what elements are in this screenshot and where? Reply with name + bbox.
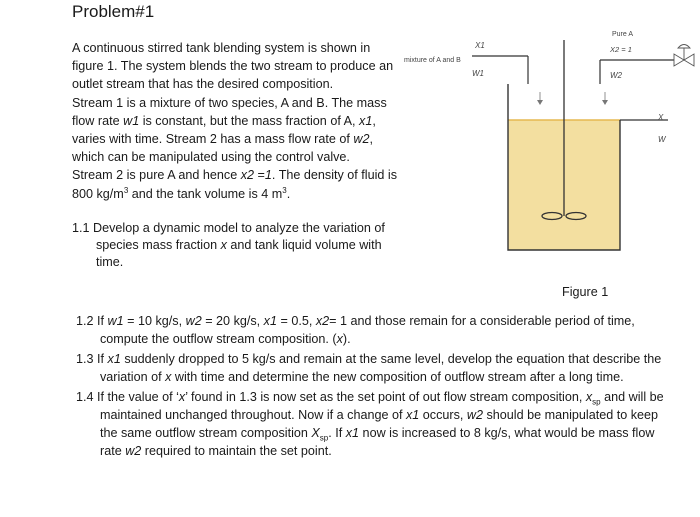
intro-paragraph bbox=[72, 39, 397, 203]
question-text: ). bbox=[342, 332, 351, 346]
question-number: 1.1 bbox=[72, 221, 90, 235]
question-text: and will be maintained unchanged throughout. Now if a change of bbox=[100, 390, 664, 422]
intro-text: A continuous stirred tank blending system is shown in figure 1. The system blends the two stream to produce an outlet stream that has the desired composition. bbox=[72, 41, 394, 92]
intro-text: Stream 1 is a mixture of two species, A and B. The mass flow rate bbox=[72, 95, 387, 128]
var-x2: x2 bbox=[240, 168, 255, 183]
question-text: = 20 kg/s, bbox=[201, 314, 264, 328]
intro-text: , which can be manipulated using the control valve. bbox=[72, 132, 373, 165]
question-text: ’ found in 1.3 is now set as the set point of out flow stream composition, bbox=[185, 390, 586, 404]
intro-text: = bbox=[254, 168, 265, 183]
question-text: = 10 kg/s, bbox=[123, 314, 186, 328]
label-x1: X1 bbox=[475, 41, 485, 50]
intro-text: . bbox=[286, 186, 291, 201]
intro-text: and the tank volume is 4 m bbox=[128, 186, 283, 201]
label-x2: X2 = 1 bbox=[610, 45, 632, 54]
question-text: occurs, bbox=[419, 408, 467, 422]
question-list bbox=[76, 312, 676, 462]
tank-figure bbox=[400, 22, 700, 257]
value-one: 1 bbox=[264, 168, 272, 183]
page-title: Problem#1 bbox=[72, 2, 155, 21]
control-valve-icon bbox=[674, 45, 694, 67]
var-x-sp: X bbox=[311, 426, 320, 440]
label-w2: W2 bbox=[610, 71, 622, 80]
label-x-out: X bbox=[658, 113, 664, 122]
question-1-4 bbox=[76, 388, 676, 460]
label-w1: W1 bbox=[472, 69, 484, 78]
question-1-2 bbox=[76, 312, 676, 348]
label-mixture: mixture of A and B bbox=[404, 57, 461, 64]
var-w2: w2 bbox=[125, 444, 142, 458]
question-body bbox=[72, 220, 402, 271]
var-x: x bbox=[165, 370, 172, 384]
question-text: required to maintain the set point. bbox=[141, 444, 332, 458]
var-w1: w1 bbox=[107, 314, 124, 328]
question-body bbox=[76, 388, 676, 460]
superscript: 3 bbox=[123, 185, 129, 195]
figure-caption: Figure 1 bbox=[562, 285, 609, 299]
stream2-arrowhead bbox=[602, 100, 608, 105]
intro-text: is constant, but the mass fraction of A, bbox=[139, 113, 360, 128]
question-text: . If bbox=[328, 426, 346, 440]
var-w2: w2 bbox=[185, 314, 202, 328]
question-body bbox=[76, 350, 676, 386]
var-x1: x1 bbox=[107, 352, 121, 366]
question-1-1 bbox=[72, 220, 402, 271]
question-text: and tank liquid volume with time. bbox=[96, 238, 382, 269]
var-w2: w2 bbox=[466, 408, 483, 422]
question-text: 1.2 If bbox=[76, 314, 108, 328]
var-w1: w1 bbox=[123, 113, 140, 128]
label-pure-a: Pure A bbox=[612, 31, 634, 38]
question-text: Develop a dynamic model to analyze the variation of species mass fraction bbox=[89, 221, 385, 252]
var-w2: w2 bbox=[353, 132, 370, 147]
var-x-sp: x bbox=[585, 390, 593, 404]
var-x: x bbox=[336, 332, 343, 346]
var-x: x bbox=[220, 238, 227, 252]
intro-text: , varies with time. Stream 2 has a mass flow rate of bbox=[72, 113, 376, 147]
question-text: should be manipulated to keep the same outflow stream composition bbox=[100, 408, 659, 440]
var-x1: x1 bbox=[405, 408, 420, 422]
stream1-arrowhead bbox=[537, 100, 543, 105]
intro-text: . The density of fluid is 800 kg/m bbox=[72, 168, 397, 201]
var-x1: x1 bbox=[345, 426, 360, 440]
question-text: = 1 and those remain for a considerable period of time, compute the outflow stream composition. ( bbox=[100, 314, 635, 346]
subscript-sp: sp bbox=[592, 397, 601, 407]
var-x: x bbox=[178, 390, 186, 404]
question-text: = 0.5, bbox=[276, 314, 316, 328]
question-text: 1.3 If bbox=[76, 352, 108, 366]
question-body bbox=[76, 312, 676, 348]
question-text: with time and determine the new composition of outflow stream after a long time. bbox=[171, 370, 624, 384]
var-x2: x2 bbox=[315, 314, 330, 328]
question-text: now is increased to 8 kg/s, what would be mass flow rate bbox=[100, 426, 655, 458]
superscript: 3 bbox=[282, 185, 287, 195]
subscript-sp: sp bbox=[319, 433, 329, 443]
var-x1: x1 bbox=[359, 113, 373, 128]
question-text: 1.4 If the value of ‘ bbox=[76, 390, 179, 404]
var-x1: x1 bbox=[263, 314, 277, 328]
intro-text: Stream 2 is pure A and hence bbox=[72, 168, 241, 183]
question-text: suddenly dropped to 5 kg/s and remain at the same level, develop the equation that describe the variation of bbox=[100, 352, 662, 384]
question-1-3 bbox=[76, 350, 676, 386]
label-w-out: W bbox=[658, 135, 666, 144]
